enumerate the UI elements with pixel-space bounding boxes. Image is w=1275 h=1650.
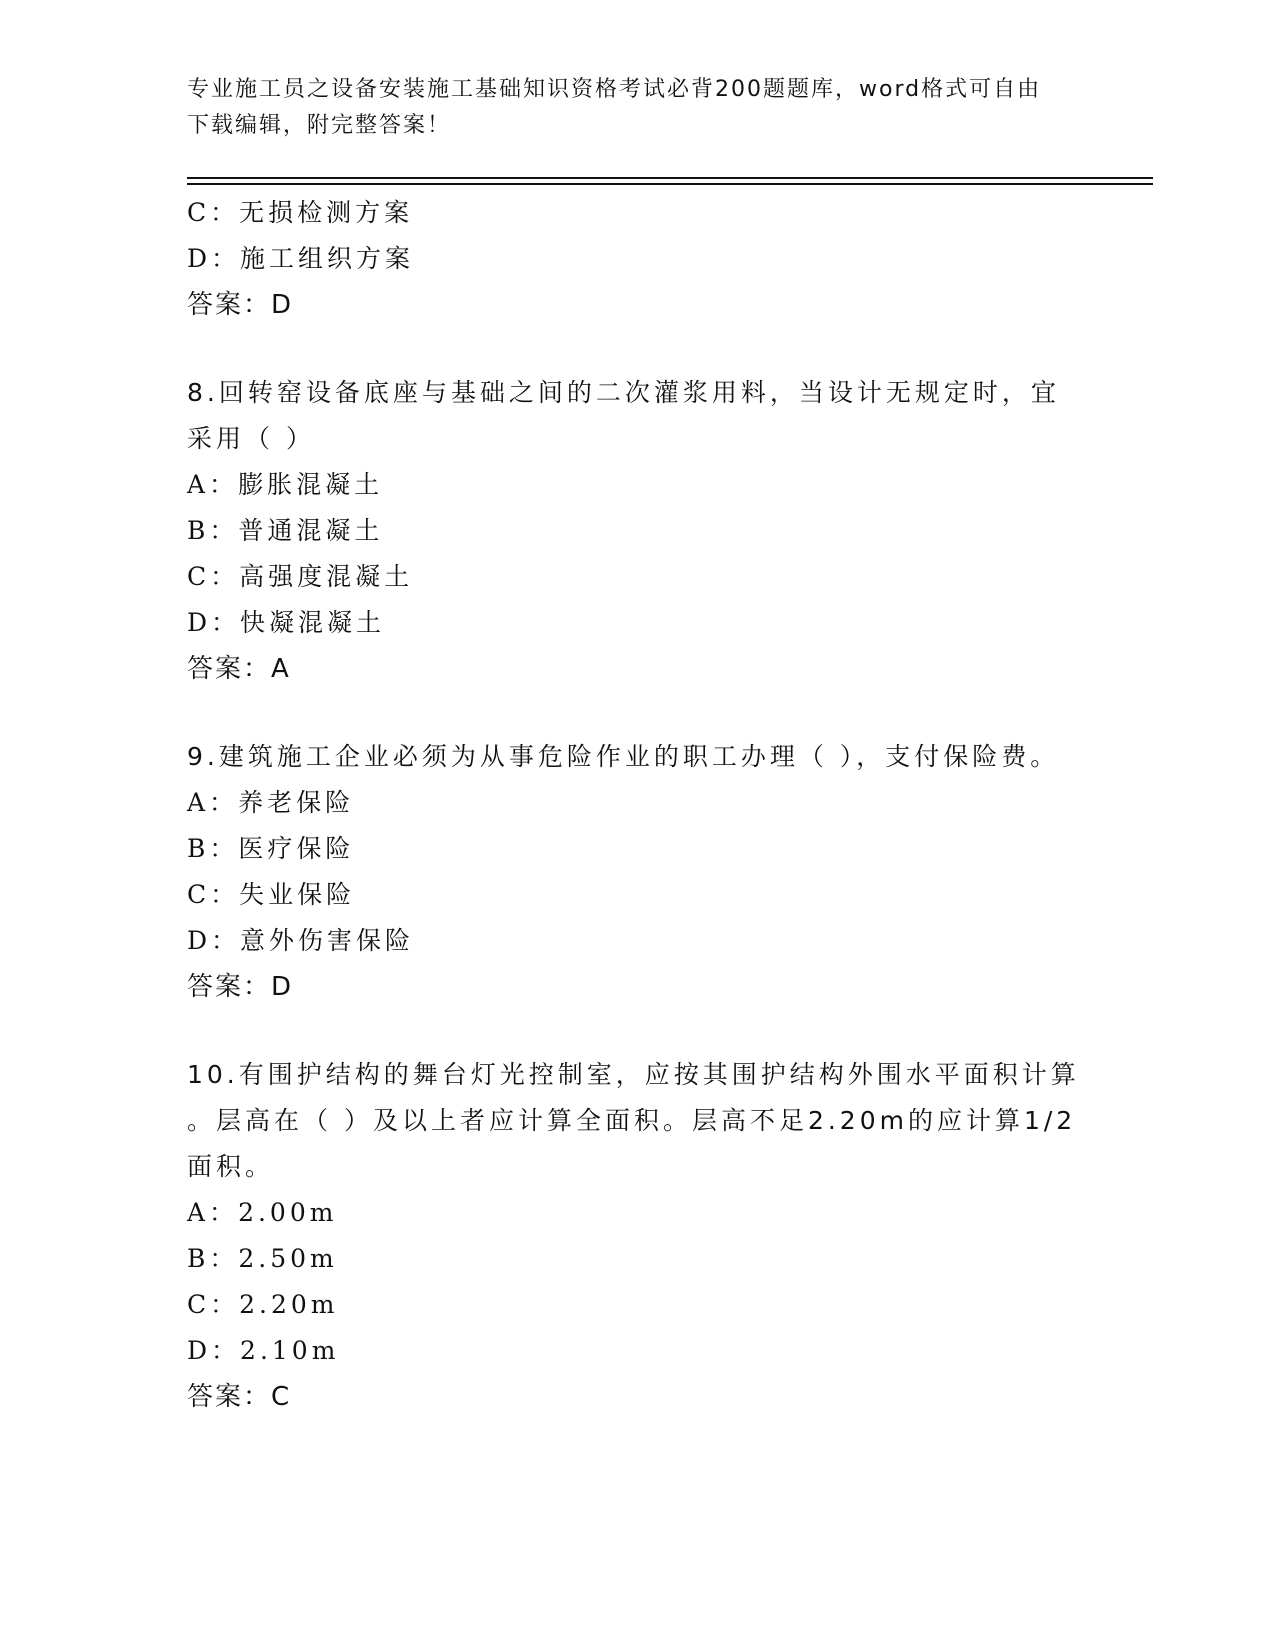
answer-line: 答案：C [187,1382,292,1412]
question-10 [187,1052,1087,1420]
option-d [187,1328,1087,1374]
option-text: 2.50m [238,1244,338,1273]
option-c [187,1282,1087,1328]
option-text: 无损检测方案 [239,198,414,227]
option-label: B： [187,516,239,545]
header-line-2: 下载编辑，附完整答案！ [187,113,452,138]
option-a [187,780,1087,826]
spacer [187,328,1087,370]
option-b [187,508,1087,554]
option-c [187,190,1087,236]
question-9 [187,734,1087,1010]
option-b [187,1236,1087,1282]
question-stem-line: 8.回转窑设备底座与基础之间的二次灌浆用料，当设计无规定时，宜 [187,378,1060,407]
option-d [187,236,1087,282]
option-d [187,600,1087,646]
option-label: A： [187,470,239,499]
option-label: B： [187,834,239,863]
option-text: 2.10m [240,1336,340,1365]
question-stem-line: 采用（ ） [187,424,315,453]
option-text: 快凝混凝土 [240,608,386,637]
question-8 [187,370,1087,692]
question-stem-line: 面积。 [187,1152,275,1181]
option-text: 普通混凝土 [238,516,384,545]
option-label: C： [187,880,240,909]
option-a [187,462,1087,508]
question-stem-line: 。层高在（ ）及以上者应计算全面积。层高不足2.20m的应计算1/2 [187,1106,1077,1135]
option-label: A： [187,788,239,817]
option-text: 意外伤害保险 [240,926,415,955]
header-divider-top [187,177,1153,179]
option-label: D： [187,608,241,637]
option-text: 养老保险 [238,788,355,817]
option-c [187,554,1087,600]
option-b [187,826,1087,872]
option-c [187,872,1087,918]
option-label: D： [187,244,241,273]
option-a [187,1190,1087,1236]
option-d [187,918,1087,964]
document-body [187,190,1087,1420]
answer-line: 答案：D [187,290,294,320]
option-text: 施工组织方案 [240,244,415,273]
answer-line: 答案：D [187,972,294,1002]
option-text: 2.20m [239,1290,339,1319]
option-label: A： [187,1198,239,1227]
option-text: 失业保险 [239,880,356,909]
spacer [187,692,1087,734]
previous-question-continuation [187,190,1087,328]
option-text: 高强度混凝土 [239,562,414,591]
document-header [187,72,1067,144]
option-label: C： [187,198,240,227]
option-label: D： [187,1336,241,1365]
header-line-1: 专业施工员之设备安装施工基础知识资格考试必背200题题库，word格式可自由 [187,77,1042,102]
option-text: 医疗保险 [238,834,355,863]
spacer [187,1010,1087,1052]
option-label: C： [187,562,240,591]
option-label: C： [187,1290,240,1319]
answer-line: 答案：A [187,654,291,684]
option-text: 膨胀混凝土 [238,470,384,499]
header-divider-bottom [187,183,1153,185]
option-text: 2.00m [238,1198,338,1227]
question-stem-line: 9.建筑施工企业必须为从事危险作业的职工办理（ ），支付保险费。 [187,742,1060,771]
option-label: D： [187,926,241,955]
question-stem-line: 10.有围护结构的舞台灯光控制室，应按其围护结构外围水平面积计算 [187,1060,1080,1089]
option-label: B： [187,1244,239,1273]
